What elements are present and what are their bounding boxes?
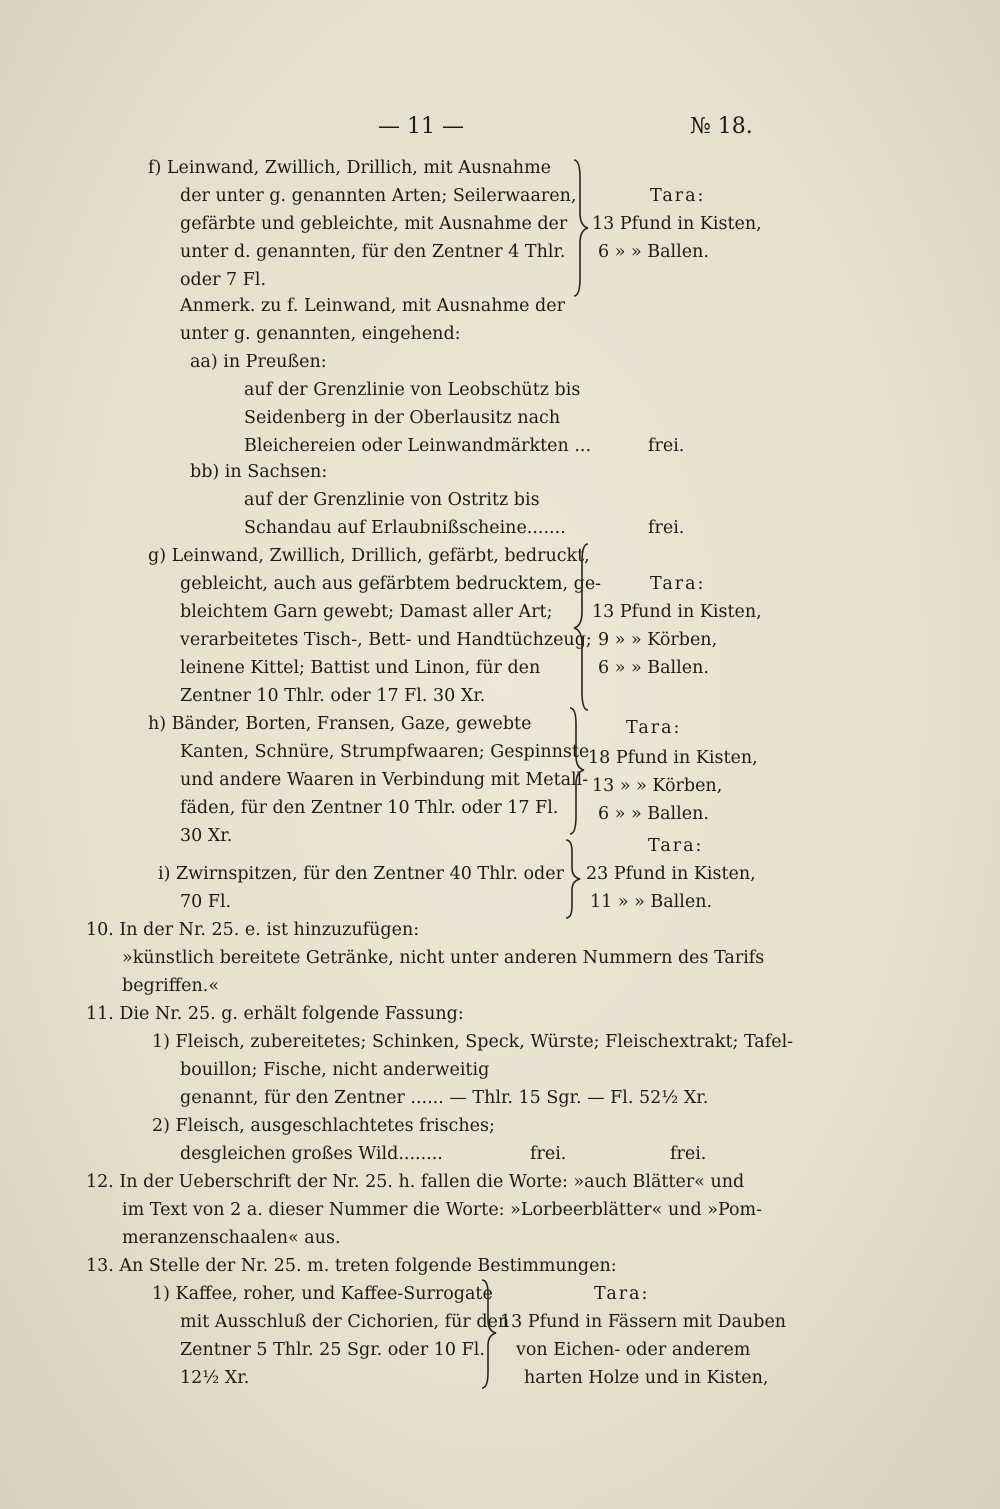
tara-label: Tara: [650,186,706,206]
value-text: frei. [530,1144,567,1164]
text-line: 10. In der Nr. 25. e. ist hinzuzufügen: [86,920,420,940]
tara-line: 6 » » Ballen. [598,658,709,678]
text-line: 1) Fleisch, zubereitetes; Schinken, Speck, Würste; Fleischextrakt; Tafel- [152,1032,794,1052]
text-line: 30 Xr. [180,826,233,846]
text-line: 11. Die Nr. 25. g. erhält folgende Fassung: [86,1004,464,1024]
tara-line: 6 » » Ballen. [598,804,709,824]
tara-line: 6 » » Ballen. [598,242,709,262]
text-line: Anmerk. zu f. Leinwand, mit Ausnahme der [180,296,565,316]
text-line: desgleichen großes Wild........ [180,1144,443,1164]
tara-line: 13 Pfund in Kisten, [592,602,762,622]
text-line: f) Leinwand, Zwillich, Drillich, mit Ausnahme [148,158,552,178]
text-line: aa) in Preußen: [190,352,327,372]
brace-icon [562,838,584,920]
text-line: 13. An Stelle der Nr. 25. m. treten folgende Bestimmungen: [86,1256,617,1276]
brace-icon [570,158,592,298]
value-text: frei. [670,1144,707,1164]
tara-label: Tara: [594,1284,650,1304]
text-line: im Text von 2 a. dieser Nummer die Worte: »Lorbeerblätter« und »Pom- [122,1200,763,1220]
text-line: fäden, für den Zentner 10 Thlr. oder 17 Fl. [180,798,559,818]
tara-line: 23 Pfund in Kisten, [586,864,756,884]
brace-icon [478,1278,500,1390]
text-line: der unter g. genannten Arten; Seilerwaaren, [180,186,577,206]
text-line: gefärbte und gebleichte, mit Ausnahme der [180,214,568,234]
text-line: bb) in Sachsen: [190,462,328,482]
text-line: i) Zwirnspitzen, für den Zentner 40 Thlr. oder [158,864,564,884]
text-line: 12. In der Ueberschrift der Nr. 25. h. fallen die Worte: »auch Blätter« und [86,1172,745,1192]
text-line: auf der Grenzlinie von Ostritz bis [244,490,540,510]
tara-line: von Eichen- oder anderem [516,1340,751,1360]
text-line: bleichtem Garn gewebt; Damast aller Art; [180,602,553,622]
text-line: oder 7 Fl. [180,270,267,290]
tara-label: Tara: [648,836,704,856]
tara-line: 13 Pfund in Fässern mit Dauben [500,1312,787,1332]
text-line: Seidenberg in der Oberlausitz nach [244,408,561,428]
text-line: 12½ Xr. [180,1368,250,1388]
text-line: genannt, für den Zentner ...... — Thlr. 15 Sgr. — Fl. 52½ Xr. [180,1088,709,1108]
text-line: Zentner 10 Thlr. oder 17 Fl. 30 Xr. [180,686,486,706]
text-line: unter d. genannten, für den Zentner 4 Thlr. [180,242,566,262]
value-text: frei. [648,436,685,456]
tara-label: Tara: [650,574,706,594]
text-line: unter g. genannten, eingehend: [180,324,461,344]
tara-line: 13 » » Körben, [592,776,723,796]
text-line: bouillon; Fische, nicht anderweitig [180,1060,490,1080]
text-line: Zentner 5 Thlr. 25 Sgr. oder 10 Fl. [180,1340,485,1360]
tara-line: 18 Pfund in Kisten, [588,748,758,768]
text-line: mit Ausschluß der Cichorien, für den [180,1312,510,1332]
text-line: Schandau auf Erlaubnißscheine....... [244,518,566,538]
tara-line: 11 » » Ballen. [590,892,713,912]
brace-icon [572,542,594,712]
tara-line: 9 » » Körben, [598,630,718,650]
text-line: leinene Kittel; Battist und Linon, für den [180,658,541,678]
text-line: 2) Fleisch, ausgeschlachtetes frisches; [152,1116,495,1136]
tara-label: Tara: [626,718,682,738]
text-line: 70 Fl. [180,892,232,912]
text-line: meranzenschaalen« aus. [122,1228,341,1248]
tara-line: harten Holze und in Kisten, [524,1368,769,1388]
text-line: verarbeitetes Tisch-, Bett- und Handtüchzeug; [180,630,592,650]
value-text: frei. [648,518,685,538]
text-line: h) Bänder, Borten, Fransen, Gaze, gewebte [148,714,532,734]
tara-line: 13 Pfund in Kisten, [592,214,762,234]
text-line: Bleichereien oder Leinwandmärkten ... [244,436,592,456]
text-line: 1) Kaffee, roher, und Kaffee-Surrogate [152,1284,493,1304]
text-line: auf der Grenzlinie von Leobschütz bis [244,380,581,400]
text-line: und andere Waaren in Verbindung mit Metall- [180,770,589,790]
text-line: gebleicht, auch aus gefärbtem bedrucktem, ge- [180,574,602,594]
brace-icon [566,706,588,836]
text-line: »künstlich bereitete Getränke, nicht unter anderen Nummern des Tarifs [122,948,765,968]
page-number: — 11 — [378,114,464,139]
text-line: begriffen.« [122,976,220,996]
text-line: Kanten, Schnüre, Strumpfwaaren; Gespinnste [180,742,590,762]
issue-number: № 18. [690,114,753,139]
text-line: g) Leinwand, Zwillich, Drillich, gefärbt, bedruckt, [148,546,590,566]
